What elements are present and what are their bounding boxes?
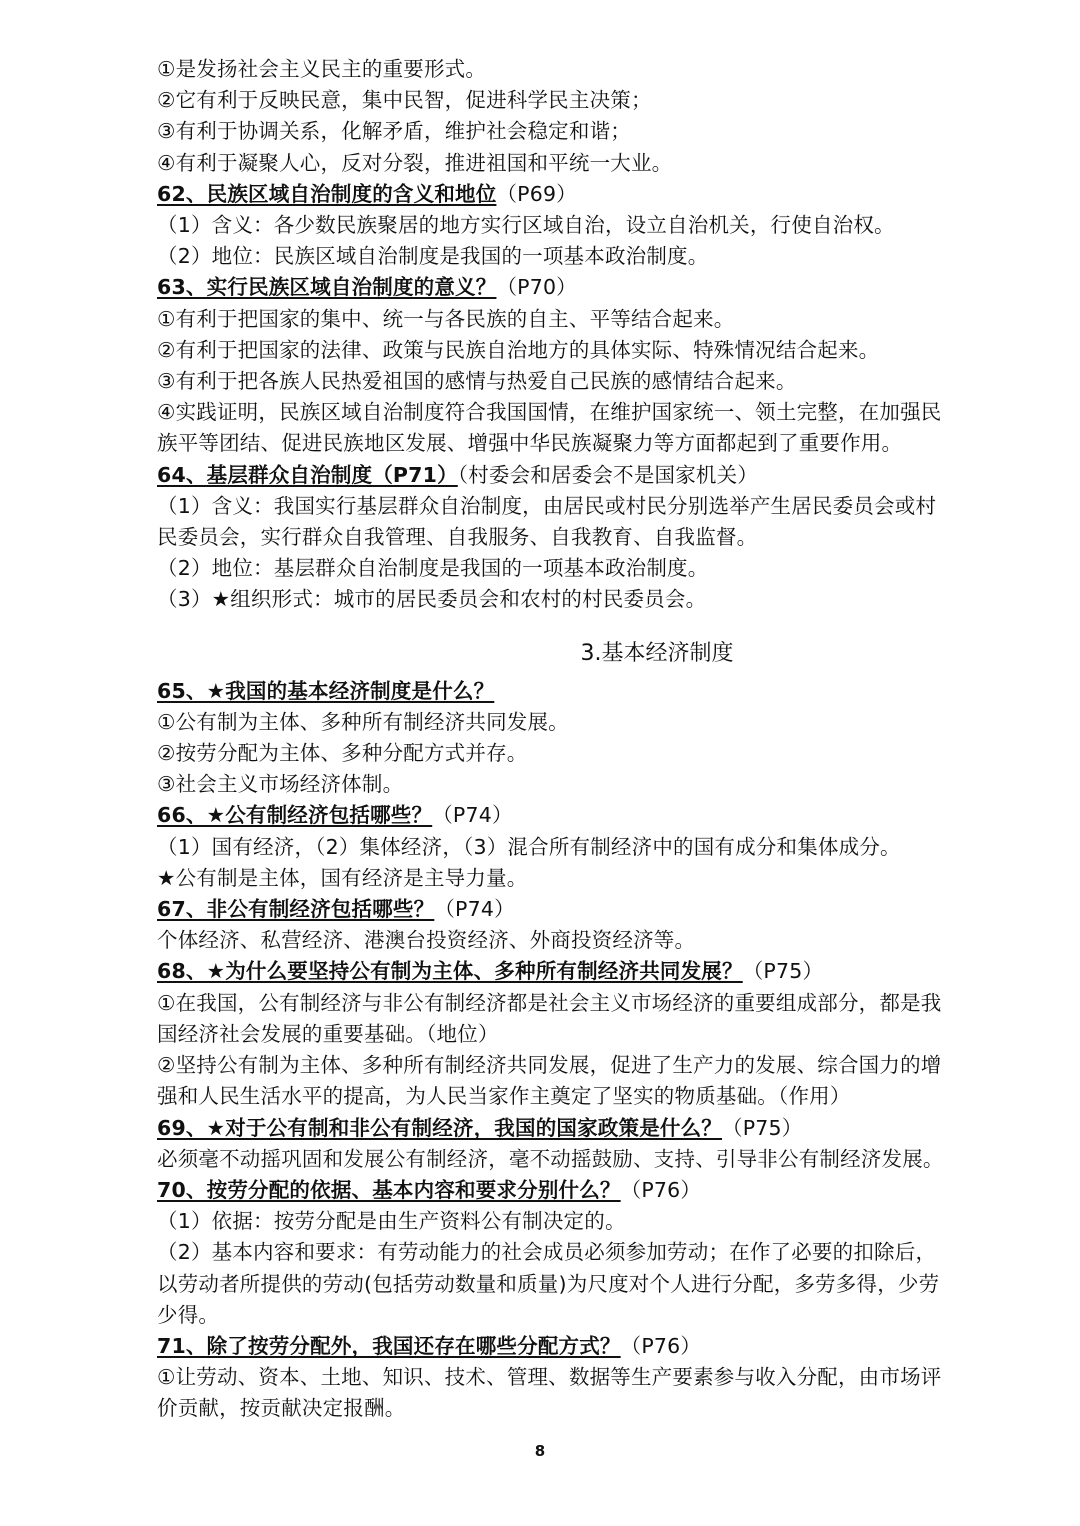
answer-line: ③有利于把各族人民热爱祖国的感情与热爱自己民族的感情结合起来。 <box>157 369 797 394</box>
question-71-heading <box>157 1331 1007 1362</box>
page-reference: （P74） <box>432 803 513 828</box>
question-62-heading <box>157 179 1007 210</box>
answer-line: 国经济社会发展的重要基础。（地位） <box>157 1021 499 1046</box>
intro-item: ③有利于协调关系，化解矛盾，维护社会稳定和谐； <box>157 119 631 144</box>
question-66-heading <box>157 800 1007 831</box>
page-number: 8 <box>534 1442 546 1460</box>
question-title: 64、基层群众自治制度（P71） <box>157 462 458 487</box>
question-title: 69、★对于公有制和非公有制经济，我国的国家政策是什么？ <box>157 1115 723 1140</box>
question-title: 71、除了按劳分配外，我国还存在哪些分配方式？ <box>157 1333 621 1358</box>
page-reference: （P75） <box>742 959 824 984</box>
answer-line: 族平等团结、促进民族地区发展、增强中华民族凝聚力等方面都起到了重要作用。 <box>157 431 903 456</box>
question-64-heading <box>157 460 1007 491</box>
question-65-heading <box>157 676 1007 707</box>
answer-line: （3）★组织形式：城市的居民委员会和农村的村民委员会。 <box>157 587 707 612</box>
answer-line: ①有利于把国家的集中、统一与各民族的自主、平等结合起来。 <box>157 306 735 331</box>
answer-line: ②按劳分配为主体、多种分配方式并存。 <box>157 741 528 766</box>
question-title: 70、按劳分配的依据、基本内容和要求分别什么？ <box>157 1177 621 1202</box>
answer-line: 以劳动者所提供的劳动(包括劳动数量和质量)为尺度对个人进行分配，多劳多得，少劳 <box>157 1271 940 1296</box>
page-reference: （P75） <box>722 1115 803 1140</box>
question-68-heading <box>157 956 1007 987</box>
intro-item: ①是发扬社会主义民主的重要形式。 <box>157 57 487 81</box>
question-63-heading <box>157 272 1007 303</box>
answer-line: （1）含义：各少数民族聚居的地方实行区域自治，设立自治机关，行使自治权。 <box>157 213 895 238</box>
answer-line: ③社会主义市场经济体制。 <box>157 772 404 797</box>
answer-line: 强和人民生活水平的提高，为人民当家作主奠定了坚实的物质基础。（作用） <box>157 1084 851 1109</box>
answer-line: ①在我国，公有制经济与非公有制经济都是社会主义市场经济的重要组成部分，都是我 <box>157 990 942 1015</box>
question-70-heading <box>157 1175 1007 1206</box>
page-reference: （P70） <box>496 275 577 300</box>
answer-line: （1）国有经济，（2）集体经济，（3）混合所有制经济中的国有成分和集体成分。 <box>157 834 901 859</box>
question-title: 62、民族区域自治制度的含义和地位 <box>157 181 497 206</box>
answer-line: ★公有制是主体，国有经济是主导力量。 <box>157 865 528 890</box>
answer-line: 价贡献，按贡献决定报酬。 <box>157 1396 406 1421</box>
intro-item: ④有利于凝聚人心，反对分裂，推进祖国和平统一大业。 <box>157 150 673 175</box>
page-reference: （P76） <box>620 1333 702 1358</box>
answer-line: （1）依据：按劳分配是由生产资料公有制决定的。 <box>157 1209 626 1234</box>
question-note: （村委会和居委会不是国家机关） <box>457 462 759 487</box>
answer-line: （1）含义：我国实行基层群众自治制度，由居民或村民分别选举产生居民委员会或村 <box>157 493 937 518</box>
page-reference: （P74） <box>434 897 515 922</box>
question-69-heading <box>157 1113 1007 1144</box>
question-67-heading <box>157 894 1007 925</box>
answer-line: ②坚持公有制为主体、多种所有制经济共同发展，促进了生产力的发展、综合国力的增 <box>157 1053 942 1078</box>
question-title: 66、★公有制经济包括哪些？ <box>157 803 433 828</box>
question-title: 67、非公有制经济包括哪些？ <box>157 897 435 922</box>
answer-line: （2）地位：基层群众自治制度是我国的一项基本政治制度。 <box>157 556 709 581</box>
answer-line: （2）地位：民族区域自治制度是我国的一项基本政治制度。 <box>157 244 709 269</box>
page-reference: （P76） <box>620 1177 702 1202</box>
answer-line: （2）基本内容和要求：有劳动能力的社会成员必须参加劳动；在作了必要的扣除后， <box>157 1240 937 1265</box>
answer-line: ④实践证明，民族区域自治制度符合我国国情，在维护国家统一、领土完整，在加强民 <box>157 400 942 425</box>
answer-line: 民委员会，实行群众自我管理、自我服务、自我教育、自我监督。 <box>157 525 758 550</box>
page-content <box>157 54 1007 1425</box>
question-title: 65、★我国的基本经济制度是什么？ <box>157 678 495 703</box>
answer-line: ①让劳动、资本、土地、知识、技术、管理、数据等生产要素参与收入分配，由市场评 <box>157 1365 942 1390</box>
answer-line: 必须毫不动摇巩固和发展公有制经济，毫不动摇鼓励、支持、引导非公有制经济发展。 <box>157 1146 944 1171</box>
question-title: 68、★为什么要坚持公有制为主体、多种所有制经济共同发展？ <box>157 959 743 984</box>
intro-item: ②它有利于反映民意，集中民智，促进科学民主决策； <box>157 88 652 113</box>
answer-line: 少得。 <box>157 1302 220 1327</box>
question-title: 63、实行民族区域自治制度的意义？ <box>157 275 497 300</box>
answer-line: ①公有制为主体、多种所有制经济共同发展。 <box>157 709 569 734</box>
answer-line: ②有利于把国家的法律、政策与民族自治地方的具体实际、特殊情况结合起来。 <box>157 337 880 362</box>
page-reference: （P69） <box>496 181 577 206</box>
section-title: 3.基本经济制度 <box>580 640 734 666</box>
answer-line: 个体经济、私营经济、港澳台投资经济、外商投资经济等。 <box>157 928 696 953</box>
